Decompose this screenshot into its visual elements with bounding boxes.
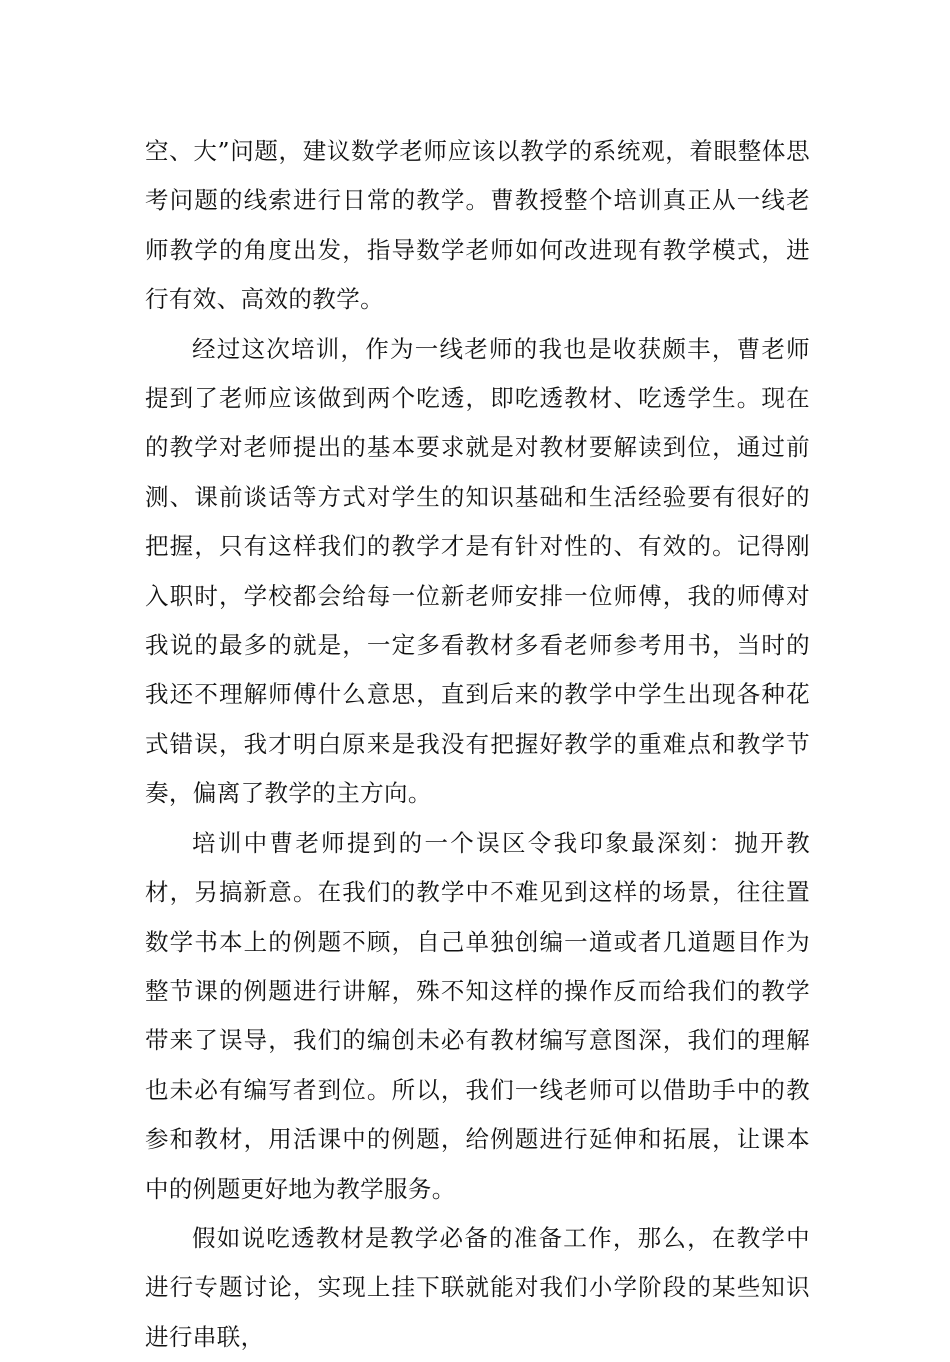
paragraph-3: 培训中曹老师提到的一个误区令我印象最深刻：抛开教材，另搞新意。在我们的教学中不难见到这样的场景，往往置数学书本上的例题不顾，自己单独创编一道或者几道题目作为整节课的例题进行讲解，殊不知这样的操作反而给我们的教学带来了误导，我们的编创未必有教材编写意图深，我们的理解也未必有编写者到位。所以，我们一线老师可以借助手中的教参和教材，用活课中的例题，给例题进行延伸和拓展，让课本中的例题更好地为教学服务。 bbox=[145, 828, 810, 1203]
paragraph-2: 经过这次培训，作为一线老师的我也是收获颇丰，曹老师提到了老师应该做到两个吃透，即吃透教材、吃透学生。现在的教学对老师提出的基本要求就是对教材要解读到位，通过前测、课前谈话等方式对学生的知识基础和生活经验要有很好的把握，只有这样我们的教学才是有针对性的、有效的。记得刚入职时，学校都会给每一位新老师安排一位师傅，我的师傅对我说的最多的就是，一定多看教材多看老师参考用书，当时的我还不理解师傅什么意思，直到后来的教学中学生出现各种花式错误，我才明白原来是我没有把握好教学的重难点和教学节奏，偏离了教学的主方向。 bbox=[145, 334, 810, 808]
paragraph-1: 空、大”问题，建议数学老师应该以教学的系统观，着眼整体思考问题的线索进行日常的教学。曹教授整个培训真正从一线老师教学的角度出发，指导数学老师如何改进现有教学模式，进行有效、高效的教学。 bbox=[145, 137, 810, 314]
document-body bbox=[145, 127, 810, 1362]
paragraph-4: 假如说吃透教材是教学必备的准备工作，那么，在教学中进行专题讨论，实现上挂下联就能对我们小学阶段的某些知识进行串联， bbox=[145, 1223, 810, 1351]
